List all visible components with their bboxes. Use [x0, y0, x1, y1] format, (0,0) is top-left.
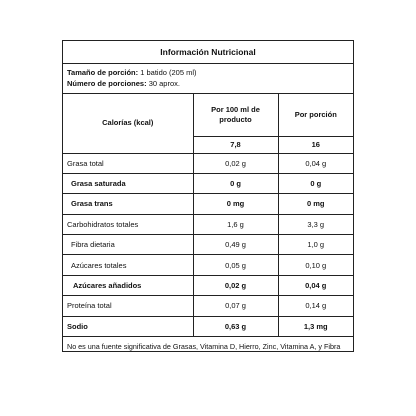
nutrient-name: Azúcares añadidos — [63, 275, 193, 295]
footnote: No es una fuente significativa de Grasas, Vitamina D, Hierro, Zinc, Vitamina A, y Fibra — [67, 342, 341, 352]
table-row — [63, 316, 353, 336]
nutrient-per-portion: 0,14 g — [278, 296, 353, 316]
serving-count-label: Número de porciones: — [67, 78, 147, 88]
table-row — [63, 194, 353, 214]
nutrient-per100: 0,07 g — [193, 296, 278, 316]
nutrient-per100: 0,49 g — [193, 235, 278, 255]
nutrient-per100: 0,05 g — [193, 255, 278, 275]
nutrient-name: Carbohidratos totales — [63, 214, 193, 234]
calories-header: Calorías (kcal) — [63, 94, 193, 153]
nutrient-name: Grasa total — [63, 153, 193, 173]
nutrient-per-portion: 0 mg — [278, 194, 353, 214]
nutrient-per100: 1,6 g — [193, 214, 278, 234]
calories-per100: 7,8 — [193, 136, 278, 153]
table-row — [63, 255, 353, 275]
nutrient-per-portion: 1,3 mg — [278, 316, 353, 336]
nutrient-name: Proteína total — [63, 296, 193, 316]
table-row — [63, 275, 353, 295]
nutrient-per100: 0,02 g — [193, 275, 278, 295]
serving-count-value: 30 aprox. — [148, 78, 180, 88]
nutrient-per100: 0 g — [193, 173, 278, 193]
table-row — [63, 214, 353, 234]
table-row — [63, 153, 353, 173]
label-title: Información Nutricional — [63, 41, 353, 64]
nutrient-per100: 0,63 g — [193, 316, 278, 336]
nutrient-name: Grasa saturada — [63, 173, 193, 193]
per-portion-header: Por porción — [278, 94, 353, 136]
table-row — [63, 173, 353, 193]
nutrient-per-portion: 0,10 g — [278, 255, 353, 275]
nutrient-name: Fibra dietaria — [63, 235, 193, 255]
nutrient-per100: 0,02 g — [193, 153, 278, 173]
serving-info — [63, 64, 353, 94]
nutrient-per-portion: 0,04 g — [278, 153, 353, 173]
nutrient-per-portion: 1,0 g — [278, 235, 353, 255]
serving-size-label: Tamaño de porción: — [67, 68, 139, 77]
table-row — [63, 296, 353, 316]
nutrient-table — [63, 94, 353, 337]
nutrient-per-portion: 0,04 g — [278, 275, 353, 295]
serving-count — [67, 79, 353, 90]
nutrient-name: Azúcares totales — [63, 255, 193, 275]
nutrition-facts-label — [62, 40, 354, 352]
calories-per-portion: 16 — [278, 136, 353, 153]
serving-size-value: 1 batido (205 ml) — [140, 68, 197, 77]
serving-size — [67, 68, 353, 79]
nutrient-name: Sodio — [63, 316, 193, 336]
table-row — [63, 235, 353, 255]
nutrient-per100: 0 mg — [193, 194, 278, 214]
nutrient-per-portion: 3,3 g — [278, 214, 353, 234]
nutrient-per-portion: 0 g — [278, 173, 353, 193]
nutrient-name: Grasa trans — [63, 194, 193, 214]
table-header-row — [63, 94, 353, 136]
per100-header: Por 100 ml de producto — [193, 94, 278, 136]
